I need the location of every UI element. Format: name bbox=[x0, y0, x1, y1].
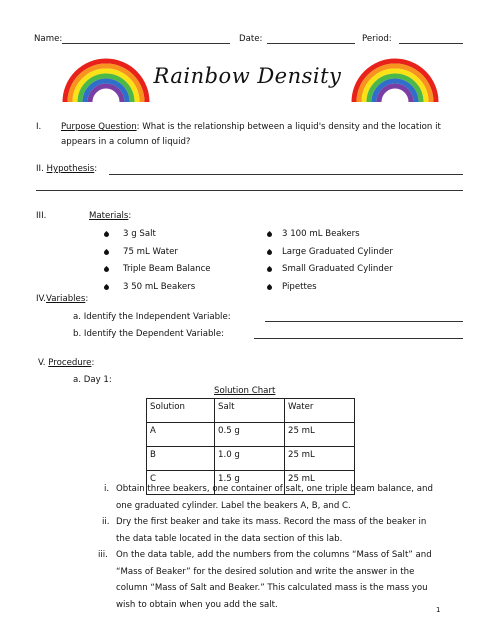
page-title: Rainbow Density bbox=[153, 64, 342, 88]
material-item: 3 100 mL Beakers bbox=[282, 229, 360, 239]
table-header: Solution bbox=[147, 399, 215, 423]
diamond-bullet-icon bbox=[103, 231, 110, 238]
solution-chart-title: Solution Chart bbox=[214, 386, 276, 396]
table-row bbox=[147, 423, 355, 447]
hypothesis-line bbox=[36, 164, 97, 175]
period-field[interactable] bbox=[399, 43, 463, 44]
hypothesis-label: Hypothesis bbox=[46, 164, 95, 174]
material-item: 3 g Salt bbox=[123, 229, 156, 239]
diamond-bullet-icon bbox=[266, 249, 273, 256]
day-label: a. Day 1: bbox=[73, 375, 112, 385]
purpose-line-1 bbox=[61, 122, 441, 133]
table-cell: 25 mL bbox=[285, 471, 355, 495]
table-cell: 0.5 g bbox=[215, 423, 285, 447]
table-cell: C bbox=[147, 471, 215, 495]
name-field[interactable] bbox=[62, 43, 230, 44]
table-header: Salt bbox=[215, 399, 285, 423]
date-field[interactable] bbox=[267, 43, 355, 44]
purpose-label: Purpose Question bbox=[61, 122, 137, 132]
diamond-bullet-icon bbox=[103, 284, 110, 291]
materials-heading bbox=[89, 211, 131, 222]
table-header-row bbox=[147, 399, 355, 423]
step-text: Obtain three beakers, one container of salt, one triple beam balance, and bbox=[116, 484, 433, 494]
hypothesis-field-line-2[interactable] bbox=[36, 190, 463, 191]
table-row bbox=[147, 447, 355, 471]
step-text: one graduated cylinder. Label the beakers A, B, and C. bbox=[116, 501, 351, 511]
step-text: column “Mass of Salt and Beaker.” This calculated mass is the mass you bbox=[116, 583, 428, 593]
step-number: iii. bbox=[98, 550, 108, 560]
diamond-bullet-icon bbox=[266, 284, 273, 291]
colon: : bbox=[91, 358, 95, 368]
hypothesis-field-line-1[interactable] bbox=[109, 174, 463, 175]
section-number: III. bbox=[36, 211, 47, 221]
table-cell: A bbox=[147, 423, 215, 447]
step-number: i. bbox=[104, 484, 110, 494]
material-item: Small Graduated Cylinder bbox=[282, 264, 393, 274]
diamond-bullet-icon bbox=[103, 266, 110, 273]
material-item: 3 50 mL Beakers bbox=[123, 282, 196, 292]
procedure-heading bbox=[38, 358, 94, 369]
step-text: the data table located in the data section of this lab. bbox=[116, 534, 343, 544]
section-number: IV. bbox=[36, 294, 47, 304]
diamond-bullet-icon bbox=[103, 249, 110, 256]
step-text: “Mass of Beaker” for the desired solution and write the answer in the bbox=[116, 567, 415, 577]
section-number: I. bbox=[36, 122, 42, 132]
step-text: Dry the first beaker and take its mass. Record the mass of the beaker in bbox=[116, 517, 427, 527]
table-header: Water bbox=[285, 399, 355, 423]
section-number: II. bbox=[36, 164, 44, 174]
date-label: Date: bbox=[239, 34, 263, 44]
variables-label: Variables bbox=[46, 294, 86, 304]
step-text: wish to obtain when you add the salt. bbox=[116, 600, 278, 610]
variables-heading bbox=[36, 294, 88, 305]
table-cell: 25 mL bbox=[285, 423, 355, 447]
independent-variable-label: a. Identify the Independent Variable: bbox=[73, 312, 231, 322]
colon: : bbox=[128, 211, 132, 221]
dependent-variable-field[interactable] bbox=[254, 338, 463, 339]
diamond-bullet-icon bbox=[266, 231, 273, 238]
purpose-text: : What is the relationship between a liquid's density and the location it bbox=[136, 122, 441, 132]
table-cell: B bbox=[147, 447, 215, 471]
table-cell: 25 mL bbox=[285, 447, 355, 471]
colon: : bbox=[85, 294, 89, 304]
page-number: 1 bbox=[436, 606, 441, 614]
material-item: Pipettes bbox=[282, 282, 317, 292]
name-label: Name: bbox=[34, 34, 63, 44]
purpose-line-2: appears in a column of liquid? bbox=[61, 137, 191, 147]
dependent-variable-label: b. Identify the Dependent Variable: bbox=[73, 329, 224, 339]
colon: : bbox=[94, 164, 98, 174]
step-text: On the data table, add the numbers from the columns “Mass of Salt” and bbox=[116, 550, 432, 560]
material-item: 75 mL Water bbox=[123, 247, 178, 257]
material-item: Triple Beam Balance bbox=[123, 264, 211, 274]
table-cell: 1.0 g bbox=[215, 447, 285, 471]
independent-variable-field[interactable] bbox=[265, 321, 463, 322]
materials-label: Materials bbox=[89, 211, 129, 221]
step-number: ii. bbox=[102, 517, 110, 527]
material-item: Large Graduated Cylinder bbox=[282, 247, 393, 257]
section-number: V. bbox=[38, 358, 46, 368]
procedure-label: Procedure bbox=[48, 358, 92, 368]
table-cell: 1.5 g bbox=[215, 471, 285, 495]
period-label: Period: bbox=[362, 34, 392, 44]
diamond-bullet-icon bbox=[266, 266, 273, 273]
solution-chart-table bbox=[146, 398, 355, 495]
